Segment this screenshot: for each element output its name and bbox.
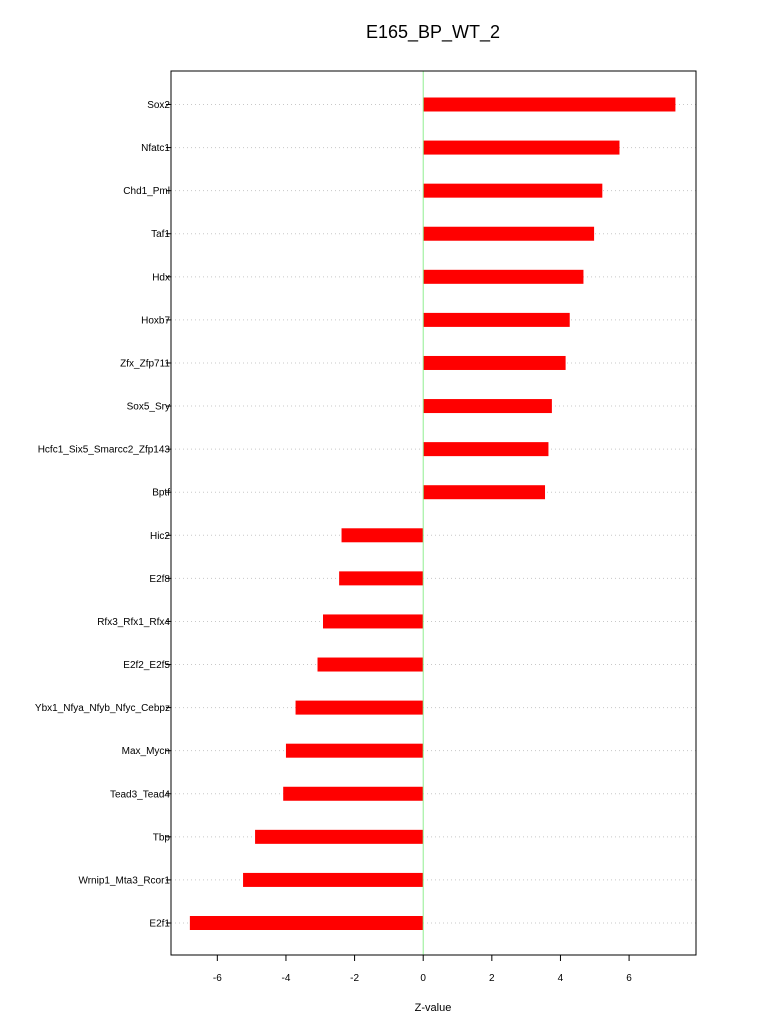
bar [243, 873, 423, 887]
y-tick-label: Hcfc1_Six5_Smarcc2_Zfp143 [37, 444, 170, 456]
bar [423, 356, 565, 370]
y-tick-label: E2f2_E2f5 [123, 660, 170, 672]
y-tick-label: E2f8 [149, 573, 170, 585]
bar [283, 787, 423, 801]
x-axis [213, 955, 632, 984]
y-tick-label: Bptf [152, 487, 170, 499]
x-tick-label: 2 [489, 973, 495, 984]
bar [255, 830, 423, 844]
y-tick-label: Tead3_Tead4 [109, 789, 170, 801]
y-tick-label: Rfx3_Rfx1_Rfx4 [97, 616, 170, 628]
bar [190, 916, 423, 930]
x-tick-label: 6 [626, 973, 632, 984]
bars [190, 98, 676, 931]
plot-frame [171, 71, 696, 955]
y-tick-label: Taf1 [151, 229, 170, 241]
x-axis-title: Z-value [414, 1002, 452, 1014]
y-tick-label: Sox5_Sry [126, 401, 170, 413]
bar [296, 701, 424, 715]
x-tick-label: -2 [350, 973, 360, 984]
bar [423, 270, 583, 284]
bar [286, 744, 423, 758]
y-tick-label: Sox2 [147, 100, 170, 111]
y-tick-label: Tbp [152, 832, 170, 844]
y-tick-label: Zfx_Zfp711 [120, 358, 170, 370]
y-tick-label: Chd1_Pml [123, 186, 170, 198]
y-tick-label: Wrnip1_Mta3_Rcor1 [78, 875, 170, 887]
y-tick-label: E2f1 [149, 918, 170, 930]
x-tick-label: -4 [281, 973, 291, 984]
y-tick-label: Nfatc1 [141, 143, 170, 155]
bar [423, 184, 602, 198]
bar [423, 485, 545, 499]
y-tick-label: Hdx [152, 272, 170, 284]
bar [323, 614, 423, 628]
bar [423, 141, 619, 155]
y-tick-label: Max_Mycn [121, 746, 170, 758]
y-axis [35, 100, 171, 930]
bar [318, 658, 424, 672]
y-tick-label: Hoxb7 [141, 315, 170, 327]
chart-title: E165_BP_WT_2 [365, 22, 501, 42]
y-tick-label: Hic2 [149, 530, 170, 542]
y-tick-label: Ybx1_Nfya_Nfyb_Nfyc_Cebpz [34, 703, 170, 715]
bar [342, 528, 424, 542]
bar [339, 571, 423, 585]
bar [423, 98, 675, 112]
x-tick-label: 4 [557, 973, 564, 984]
bar [423, 227, 594, 241]
x-tick-label: -6 [212, 973, 222, 984]
bar [423, 313, 570, 327]
x-tick-label: 0 [420, 973, 426, 984]
bar [423, 399, 552, 413]
bar [423, 442, 548, 456]
